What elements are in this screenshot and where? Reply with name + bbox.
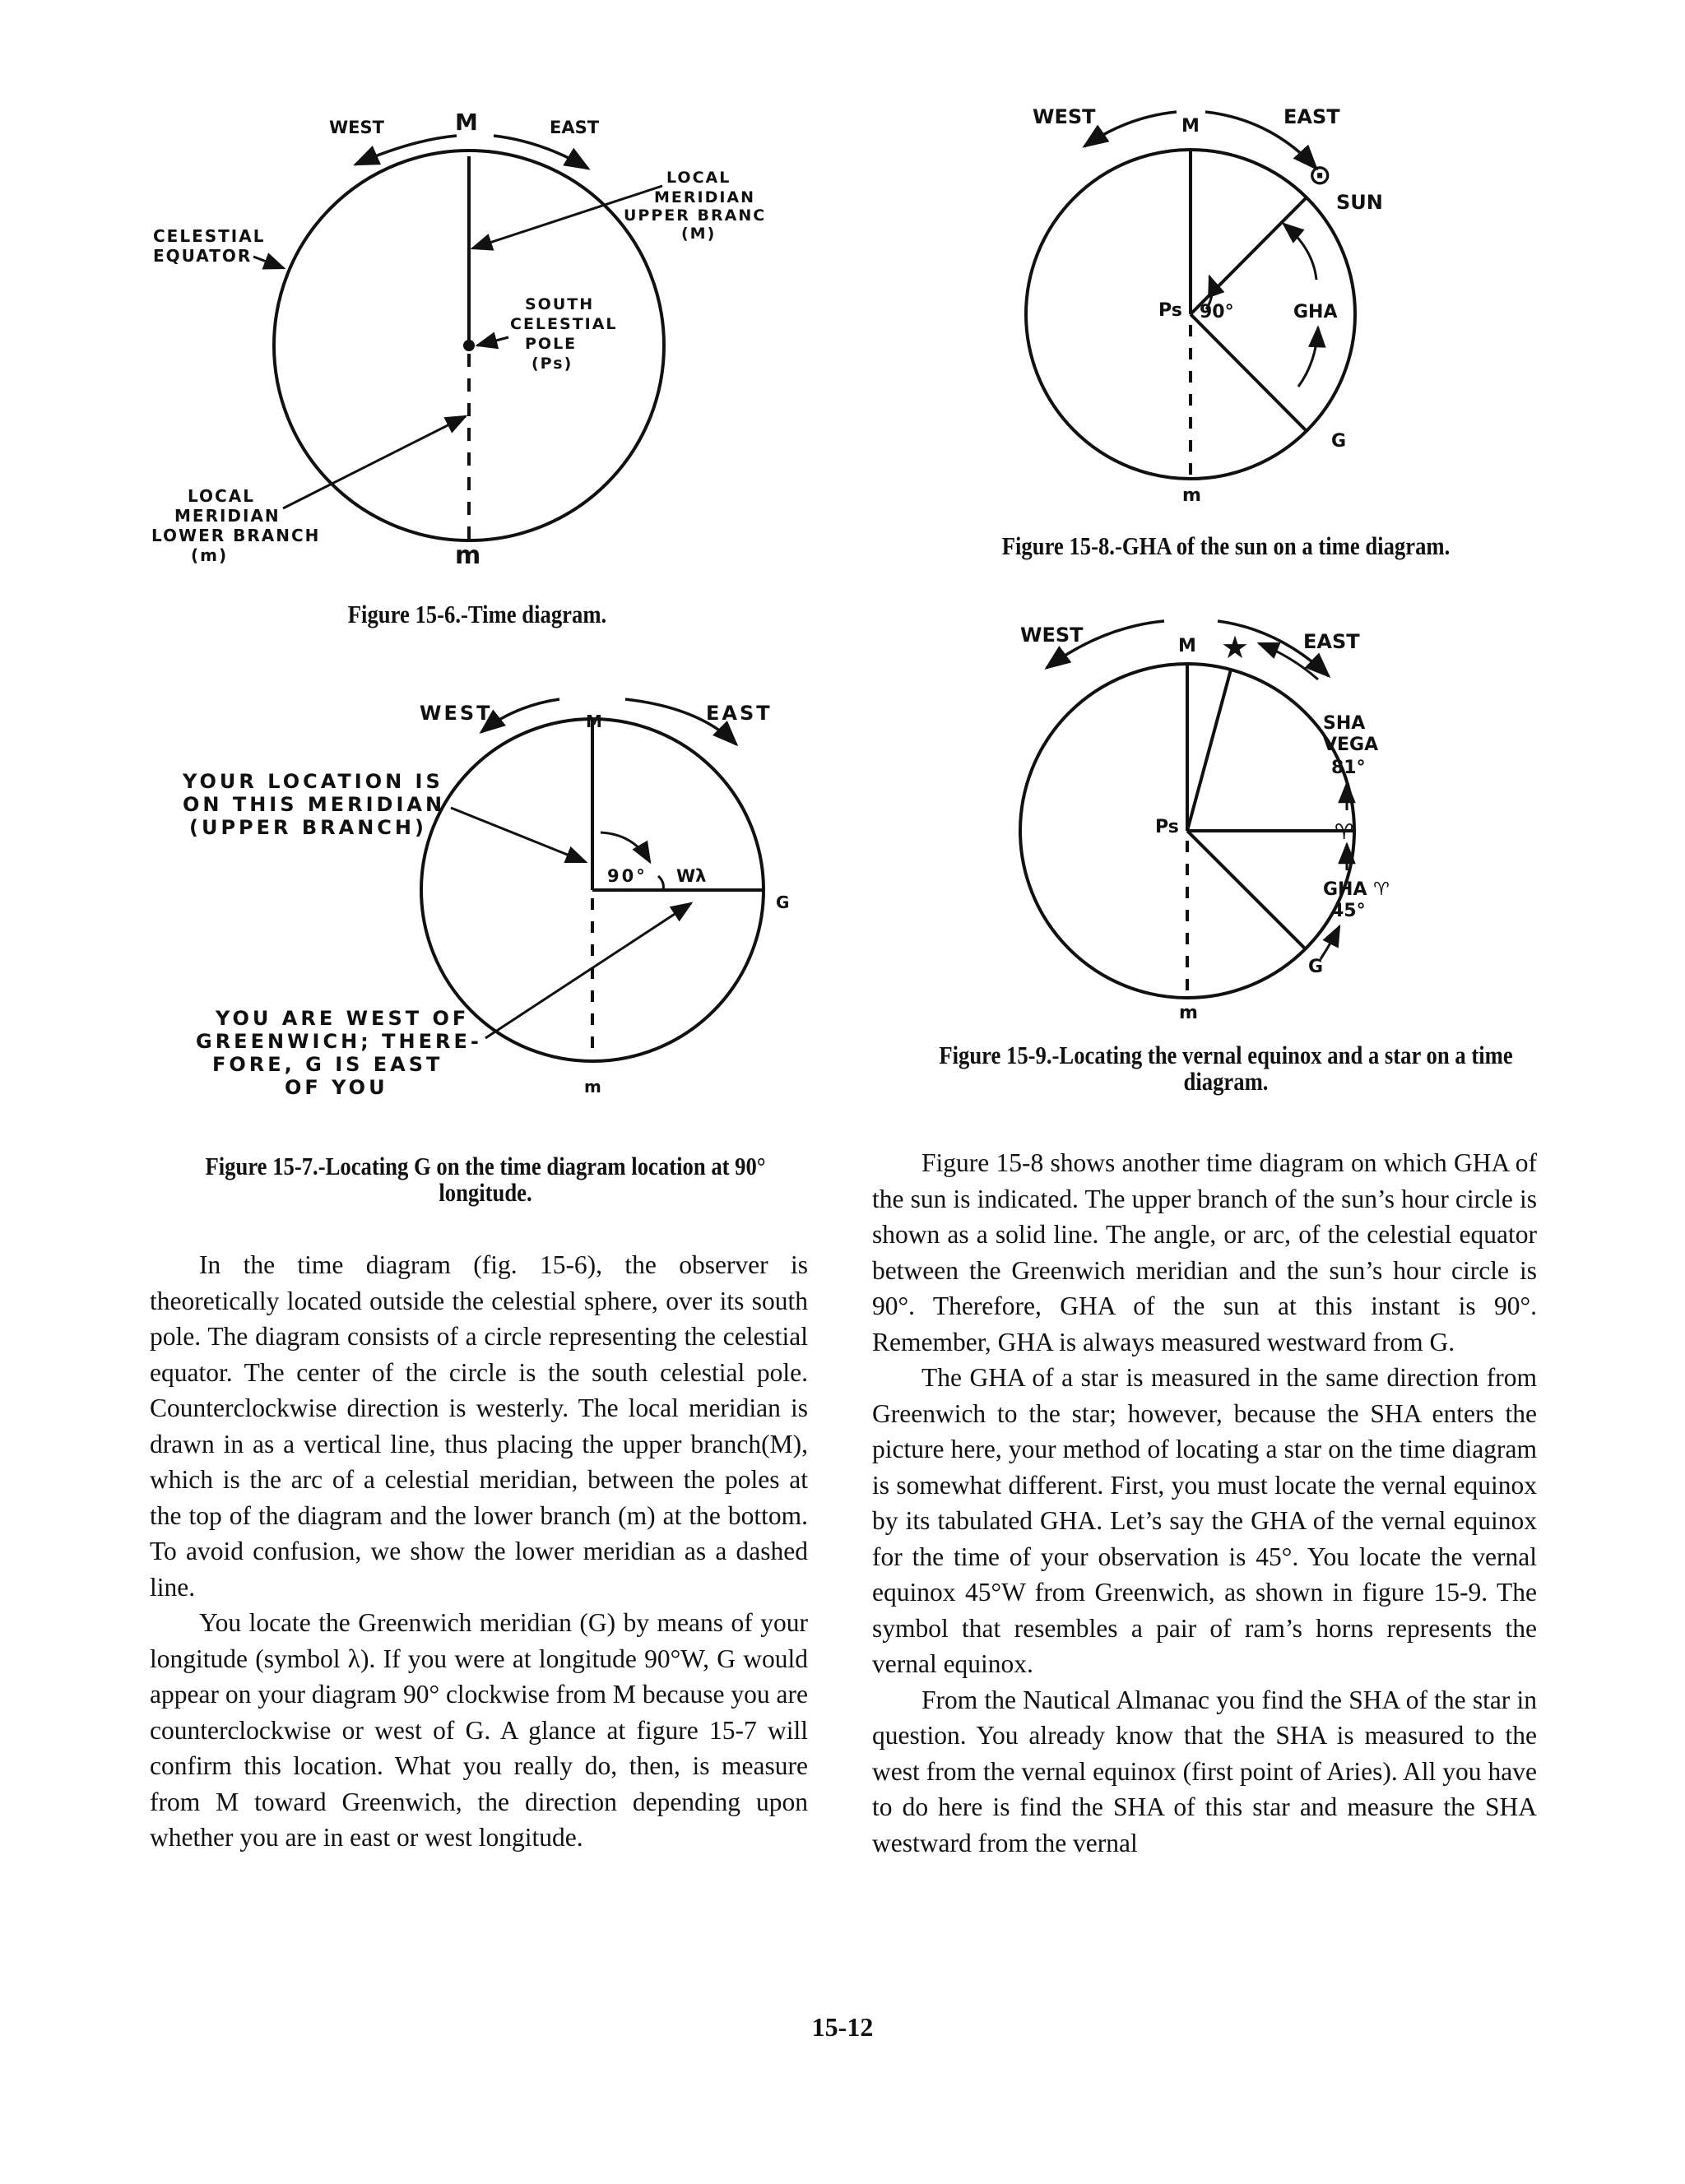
figure-15-9-caption-line-2: diagram. bbox=[1183, 1067, 1269, 1096]
figure-15-7-caption-line-2: longitude. bbox=[439, 1178, 532, 1207]
greenwich-line bbox=[1191, 314, 1307, 431]
paragraph: You locate the Greenwich meridian (G) by means of your longitude (symbol λ). If you were at longitude 90°W, G would appear on your diagram 90° clockwise from M because you are counterclockwise or west of G. A glance at figure 15-7 will confirm this location. What you really do, then, is measure from M toward Greenwich, the direction depending upon whether you are in east or west longitude. bbox=[150, 1608, 808, 1852]
m-lower-label: m bbox=[584, 1077, 601, 1097]
w-lambda-label: Wλ bbox=[676, 866, 707, 886]
west-label: WEST bbox=[420, 702, 493, 725]
west-arrow bbox=[481, 699, 559, 732]
west-label: WEST bbox=[1033, 105, 1096, 128]
upper-branch-label-4: (M) bbox=[681, 225, 717, 243]
paragraph: From the Nautical Almanac you find the SHA of the star in question. You already know that the SHA is measured to the west from the vernal equinox (first point of Aries). All you have to do here is find the SHA of this star and measure the SHA westward from the vernal bbox=[872, 1685, 1537, 1857]
figure-15-7-caption bbox=[195, 1153, 775, 1206]
east-label: EAST bbox=[1303, 630, 1360, 653]
m-upper-label: M bbox=[455, 109, 478, 136]
page-number: 15-12 bbox=[811, 2012, 874, 2042]
g-label: G bbox=[776, 893, 790, 912]
upper-branch-label-1: LOCAL bbox=[666, 169, 731, 187]
west-note-3: FORE, G IS EAST bbox=[212, 1053, 443, 1076]
m-upper-label: M bbox=[1181, 116, 1200, 137]
equator-label-2: EQUATOR bbox=[153, 246, 253, 266]
gha-arrow-lower bbox=[1321, 926, 1339, 959]
gha-aries-label-2: 45° bbox=[1331, 901, 1366, 921]
figure-15-6-caption: Figure 15-6.-Time diagram. bbox=[347, 600, 607, 628]
west-label: WEST bbox=[329, 118, 384, 137]
east-label: EAST bbox=[706, 702, 773, 725]
figure-15-7-caption-line-1: Figure 15-7.-Locating G on the time diagram location at 90° bbox=[205, 1152, 766, 1180]
west-arrow bbox=[1084, 112, 1177, 146]
sha-vega-label-1: SHA bbox=[1323, 713, 1366, 734]
west-label: WEST bbox=[1020, 624, 1084, 647]
m-lower-label: m bbox=[1182, 485, 1201, 506]
angle-label: 90° bbox=[607, 866, 648, 886]
figure-15-7 bbox=[173, 683, 790, 1102]
m-upper-label: M bbox=[586, 712, 602, 731]
lower-branch-label-3: LOWER BRANCH bbox=[151, 526, 321, 545]
greenwich-line bbox=[1187, 831, 1306, 949]
gha-arc-down bbox=[1298, 327, 1318, 387]
lower-branch-label-2: MERIDIAN bbox=[174, 506, 281, 526]
figure-15-8-caption: Figure 15-8.-GHA of the sun on a time diagram. bbox=[1001, 531, 1451, 560]
figure-15-8 bbox=[1020, 95, 1415, 506]
pole-label-1: SOUTH bbox=[525, 295, 595, 313]
figure-15-9 bbox=[1012, 609, 1423, 1036]
lower-branch-label-1: LOCAL bbox=[188, 486, 255, 506]
sha-vega-label-3: 81° bbox=[1331, 758, 1366, 778]
east-label: EAST bbox=[550, 118, 600, 137]
star-hour-circle bbox=[1187, 670, 1231, 831]
figure-15-9-caption bbox=[921, 1042, 1530, 1095]
g-label: G bbox=[1331, 431, 1347, 452]
south-pole-dot bbox=[463, 340, 475, 351]
equator-leader bbox=[253, 257, 284, 268]
angle-arc bbox=[601, 832, 650, 862]
pole-label-3: POLE bbox=[525, 335, 578, 353]
left-column-text bbox=[150, 1247, 808, 1856]
location-label-3: (UPPER BRANCH) bbox=[189, 816, 427, 839]
m-lower-label: m bbox=[1179, 1003, 1198, 1023]
paragraph: In the time diagram (fig. 15-6), the observer is theoretically located outside the celestial sphere, over its south pole. The diagram consists of a circle representing the celestial equator. The center of the circle is the south celestial pole. Counterclockwise direction is westerly. The local meridian is drawn in as a vertical line, thus placing the upper branch(M), which is the arc of a celestial meridian, between the poles at the top of the diagram and the lower branch (m) at the bottom. To avoid confusion, we show the lower meridian as a dashed line. bbox=[150, 1250, 808, 1602]
angle-arc-2 bbox=[658, 876, 663, 890]
west-note-2: GREENWICH; THERE- bbox=[196, 1030, 482, 1053]
angle-label: 90° bbox=[1200, 302, 1234, 322]
location-label-1: YOUR LOCATION IS bbox=[183, 770, 443, 793]
g-label: G bbox=[1308, 957, 1324, 977]
right-column-text bbox=[872, 1145, 1537, 1861]
m-upper-label: M bbox=[1178, 636, 1196, 656]
sha-vega-label-2: VEGA bbox=[1323, 735, 1379, 755]
paragraph: The GHA of a star is measured in the same direction from Greenwich to the star; however, because the SHA enters the picture here, your method of locating a star on the time diagram is somewhat different. First, you must locate the vernal equinox by its tabulated GHA. Let’s say the GHA of the vernal equinox for the time of your observation is 45°. You locate the vernal equinox 45°W from Greenwich, as shown in figure 15-9. The symbol that resembles a pair of ram’s horns represents the vernal equinox. bbox=[872, 1363, 1537, 1678]
paragraph: Figure 15-8 shows another time diagram on which GHA of the sun is indicated. The upper branch of the sun’s hour circle is shown as a solid line. The angle, or arc, of the celestial equator between the Greenwich meridian and the sun’s hour circle is 90°. Therefore, GHA of the sun at this instant is 90°. Remember, GHA is always measured westward from G. bbox=[872, 1148, 1537, 1356]
gha-aries-label-1: GHA ♈ bbox=[1323, 879, 1390, 900]
aries-symbol: ♈ bbox=[1335, 820, 1354, 845]
location-label-2: ON THIS MERIDIAN bbox=[183, 793, 446, 816]
lower-branch-leader bbox=[283, 416, 466, 508]
figure-15-6 bbox=[148, 103, 806, 572]
figure-15-9-caption-line-1: Figure 15-9.-Locating the vernal equinox and a star on a time bbox=[939, 1041, 1513, 1069]
west-note-1: YOU ARE WEST OF bbox=[216, 1007, 470, 1030]
equator-label-1: CELESTIAL bbox=[153, 226, 266, 246]
ps-label: Ps bbox=[1158, 300, 1182, 321]
pole-leader bbox=[477, 337, 508, 345]
sun-hour-circle bbox=[1191, 197, 1307, 314]
pole-label-2: CELESTIAL bbox=[510, 315, 618, 333]
sun-symbol: ⊙ bbox=[1308, 159, 1332, 192]
m-lower-label: m bbox=[455, 541, 481, 570]
gha-arc-up bbox=[1283, 224, 1316, 280]
upper-branch-label-2: MERIDIAN bbox=[654, 188, 756, 206]
west-note-4: OF YOU bbox=[285, 1076, 388, 1099]
sun-label: SUN bbox=[1336, 191, 1383, 214]
pole-label-4: (Ps) bbox=[531, 355, 573, 373]
east-label: EAST bbox=[1283, 105, 1340, 128]
star-icon: ★ bbox=[1221, 629, 1250, 665]
west-note-leader bbox=[485, 903, 691, 1038]
lower-branch-label-4: (m) bbox=[191, 545, 229, 565]
ps-label: Ps bbox=[1155, 817, 1179, 837]
location-leader bbox=[451, 808, 586, 862]
gha-label: GHA bbox=[1293, 302, 1338, 322]
upper-branch-label-3: UPPER BRANC bbox=[624, 206, 767, 225]
